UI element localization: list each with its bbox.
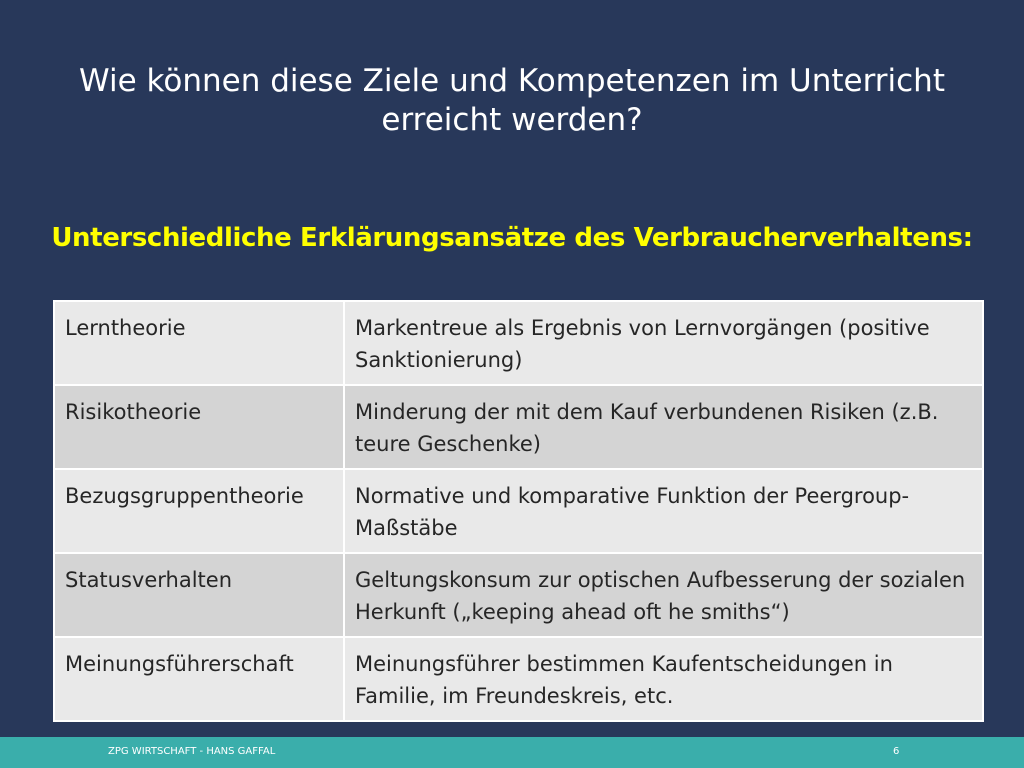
description-cell: Normative und komparative Funktion der Peergroup-Maßstäbe	[344, 469, 983, 553]
description-cell: Meinungsführer bestimmen Kaufentscheidungen in Familie, im Freundeskreis, etc.	[344, 637, 983, 721]
slide-title-line1: Wie können diese Ziele und Kompetenzen im Unterricht	[79, 63, 945, 99]
footer-bar	[0, 737, 1024, 768]
table-row	[54, 385, 983, 469]
theory-cell: Risikotheorie	[54, 385, 344, 469]
theory-cell: Bezugsgruppentheorie	[54, 469, 344, 553]
slide-subtitle: Unterschiedliche Erklärungsansätze des Verbraucherverhaltens:	[51, 223, 973, 253]
theory-cell: Lerntheorie	[54, 301, 344, 385]
theory-cell: Meinungsführerschaft	[54, 637, 344, 721]
table-row	[54, 553, 983, 637]
slide-title	[40, 62, 984, 140]
table-row	[54, 637, 983, 721]
theory-table	[53, 300, 984, 722]
description-cell: Minderung der mit dem Kauf verbundenen Risiken (z.B. teure Geschenke)	[344, 385, 983, 469]
table-row	[54, 301, 983, 385]
slide-title-line2: erreicht werden?	[381, 102, 643, 138]
table-row	[54, 469, 983, 553]
description-cell: Geltungskonsum zur optischen Aufbesserung der sozialen Herkunft („keeping ahead oft he smiths“)	[344, 553, 983, 637]
description-cell: Markentreue als Ergebnis von Lernvorgängen (positive Sanktionierung)	[344, 301, 983, 385]
footer-text: ZPG WIRTSCHAFT - HANS GAFFAL	[108, 746, 276, 757]
page-number: 6	[893, 746, 900, 757]
theory-cell: Statusverhalten	[54, 553, 344, 637]
